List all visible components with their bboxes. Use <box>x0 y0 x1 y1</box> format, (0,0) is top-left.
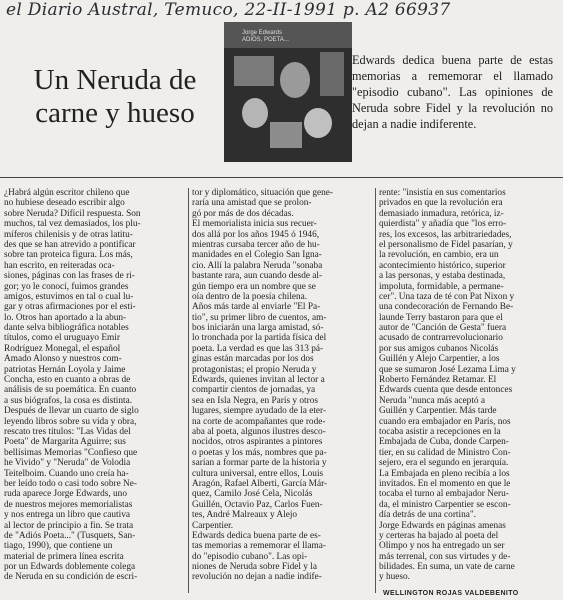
column-line: Guillén, Octavio Paz, Carlos Fuen- <box>192 499 323 510</box>
column-line: bilidades. En suma, un vate de carne <box>379 562 515 573</box>
column-line: mientras cursaba tercer año de hu- <box>192 239 320 250</box>
column-line: por sus amigos cubanos Nicolás <box>379 343 499 354</box>
column-line: protagonistas; el propio Neruda y <box>192 364 317 375</box>
column-line: Rodríguez Monegal, el español <box>4 343 121 354</box>
column-line: tio", su primer libro de cuentos, am- <box>192 312 327 323</box>
column-line: gar y otras afirmaciones por el esti- <box>4 302 136 313</box>
column-line: oía dentro de la poesía chilena. <box>192 291 308 302</box>
column-line: tier, en su calidad de Ministro Con- <box>379 447 511 458</box>
column-line: Roberto Fernández Retamar. El <box>379 375 497 386</box>
article-column-1 <box>4 188 184 583</box>
column-line: Concha, esto en cuanto a obras de <box>4 375 131 386</box>
column-line: sobre Neruda? Difícil respuesta. Son <box>4 208 141 219</box>
column-line: he Vivido" y "Neruda" de Volodia <box>4 458 131 469</box>
column-line: más terrenal, con sus virtudes y de- <box>379 551 511 562</box>
column-line: launde Terry bastaron para que el <box>379 312 503 323</box>
headline-line: carne y hueso <box>35 97 195 129</box>
column-line: sea en Isla Negra, en París y otros <box>192 395 318 406</box>
column-line: sejero, era el segundo en jerarquía. <box>379 458 509 469</box>
column-line: bellísimas Memorias "Confieso que <box>4 447 138 458</box>
column-line: poeta. La verdad es que las 313 pá- <box>192 343 324 354</box>
column-line: aba al poeta, algunos ilustres desco- <box>192 426 326 437</box>
cover-portrait <box>304 108 332 138</box>
column-line: la revolución, en cambio, era un <box>379 250 499 261</box>
column-line: Carpentier. <box>192 520 234 531</box>
column-line: La Embajada en pleno recibía a los <box>379 468 510 479</box>
column-line: de nuestros mejores memorialistas <box>4 499 133 510</box>
cover-shape <box>270 122 302 148</box>
column-line: do "episodio cubano". Las opi- <box>192 551 308 562</box>
cover-portrait <box>280 62 310 98</box>
author-byline: WELLINGTON ROJAS VALDEBENITO <box>383 590 519 597</box>
column-line: bos iniciarán una larga amistad, só- <box>192 323 324 334</box>
column-line: día detrás de una cortina". <box>379 510 476 521</box>
column-divider <box>375 188 376 593</box>
column-line: impoluta, formidable, a permane- <box>379 281 504 292</box>
column-line: na corte de acompañantes que rode- <box>192 416 326 427</box>
column-line: patriotas Hernán Loyola y Jaime <box>4 364 126 375</box>
column-line: amigos, estuvimos en tal o cual lu- <box>4 291 134 302</box>
column-line: lo. Otros han aportado a la abun- <box>4 312 127 323</box>
column-line: Amado Alonso y nuestros com- <box>4 354 122 365</box>
column-line: gó por más de dos décadas. <box>192 208 294 219</box>
column-line: tocaba asistir a recepciones en la <box>379 426 501 437</box>
column-line: nocidos, otros aspirantes a pintores <box>192 437 323 448</box>
column-line: leyendo libros sobre su vida y obra, <box>4 416 137 427</box>
column-line: míferos chilenisis y de otras latitu- <box>4 229 133 240</box>
column-divider <box>188 188 189 593</box>
column-line: rescato tres títulos: "Las Vidas del <box>4 426 131 437</box>
column-line: Después de llevar un cuarto de siglo <box>4 406 139 417</box>
column-line: Teitelboim. Cuando uno creía ha- <box>4 468 129 479</box>
column-line: niones de Neruda sobre Fidel y la <box>192 562 317 573</box>
cover-shape <box>234 56 274 86</box>
cover-portrait <box>242 98 268 128</box>
book-cover-photo <box>224 22 352 162</box>
column-line: Guillén y Carpentier. Más tarde <box>379 406 497 417</box>
column-line: gor; yo le conocí, fuimos grandes <box>4 281 129 292</box>
column-line: Edwards cuenta que desde entonces <box>379 385 513 396</box>
column-line: tocaba el turno al embajador Neru- <box>379 489 509 500</box>
column-line: y nos entrega un libro que cautiva <box>4 510 130 521</box>
column-line: cultura universal, entre ellos, Louis <box>192 468 324 479</box>
column-line: compartir cientos de jornadas, ya <box>192 385 316 396</box>
column-line: quierdista" y añadía que "los erro- <box>379 219 507 230</box>
column-line: Edwards dedica buena parte de es- <box>192 530 321 541</box>
column-line: a las personas, y estaba destinada, <box>379 271 506 282</box>
lead-paragraph: Edwards dedica buena parte de estas memorias a rememorar el llamado "episodio cubano". Las opiniones de Neruda sobre Fidel y la revolución no dejan a nadie indiferente. <box>352 53 553 131</box>
column-line: Años más tarde al enviarle "El Pa- <box>192 302 321 313</box>
column-line: sobre tan proteica figura. Los más, <box>4 250 133 261</box>
column-line: material de primera línea escrita <box>4 551 124 562</box>
column-line: cer". Una taza de té con Pat Nixon y <box>379 291 515 302</box>
column-line: tiago, 1990), que contiene un <box>4 541 113 552</box>
book-cover-book-title: ADIÓS, POETA... <box>242 37 289 43</box>
column-line: y hueso. <box>379 572 410 583</box>
column-line: han escrito, en reiteradas oca- <box>4 260 115 271</box>
column-line: que se sumaron José Lezama Lima y <box>379 364 516 375</box>
column-line: privados en que la revolución era <box>379 198 503 209</box>
column-line: Aragón, Rafael Alberti, García Már- <box>192 478 328 489</box>
column-line: Jorge Edwards en páginas amenas <box>379 520 506 531</box>
column-line: lo tronchada por la partida física del <box>192 333 327 344</box>
column-line: cio. Allí la palabra Neruda "sonaba <box>192 260 323 271</box>
book-cover-title <box>242 30 289 44</box>
column-line: rente: "insistía en sus comentarios <box>379 188 506 198</box>
column-line: dos allá por los años 1945 ó 1946, <box>192 229 320 240</box>
column-line: acusado de contrarrevolucionario <box>379 333 503 344</box>
column-line: títulos, como el uruguayo Emir <box>4 333 120 344</box>
headline <box>10 64 220 130</box>
column-line: Embajada de Cuba, donde Carpen- <box>379 437 509 448</box>
headline-line: Un Neruda de <box>33 64 197 96</box>
column-line: tes, André Malreaux y Alejo <box>192 510 298 521</box>
column-line: al lector de principio a fin. Se trata <box>4 520 134 531</box>
column-line: sarían a formar parte de la historia y <box>192 458 327 469</box>
column-line: bastante rara, aun cuando desde al- <box>192 271 323 282</box>
column-line: Guillén y Alejo Carpentier, a los <box>379 354 500 365</box>
column-line: siones, páginas con las frases de ri- <box>4 271 135 282</box>
column-line: acontecimiento histórico, superior <box>379 260 506 271</box>
column-line: análisis de su poemática. En cuanto <box>4 385 137 396</box>
column-line: no hubiese deseado escribir algo <box>4 198 125 209</box>
column-line: o poetas y los más, nombres que pa- <box>192 447 327 458</box>
column-line: demasiado inmadura, retórica, iz- <box>379 208 504 219</box>
column-line: quez, Camilo José Cela, Nicolás <box>192 489 313 500</box>
column-line: autor de "Canción de Gesta" fuera <box>379 323 507 334</box>
column-line: tas memorias a rememorar el llama- <box>192 541 326 552</box>
article-column-2 <box>192 188 372 583</box>
column-line: de Neruda en su condición de escri- <box>4 572 138 583</box>
column-line: Olimpo y nos ha entregado un ser <box>379 541 505 552</box>
cover-shape <box>320 52 344 96</box>
column-line: de "Adiós Poeta..." (Tusquets, San- <box>4 530 136 541</box>
article-column-3 <box>379 188 559 583</box>
column-line: des que se han atrevido a pontificar <box>4 239 136 250</box>
column-line: revolución no dejan a nadie indife- <box>192 572 322 583</box>
column-line: ruda aparece Jorge Edwards, uno <box>4 489 127 500</box>
column-line: y certeras ha bajado al poeta del <box>379 530 499 541</box>
column-line: invitados. En el momento en que le <box>379 478 511 489</box>
column-line: muchos, tal vez demasiados, los plu- <box>4 219 141 230</box>
column-line: Edwards, quienes invitan al lector a <box>192 375 325 386</box>
column-line: por un Edwards doblemente colega <box>4 562 136 573</box>
column-line: tor y diplomático, situación que gene- <box>192 188 333 198</box>
column-line: El memorialista inicia sus recuer- <box>192 219 317 230</box>
column-line: dante selva bibliográfica notables <box>4 323 129 334</box>
column-line: da, el ministro Carpentier se escon- <box>379 499 511 510</box>
column-line: manidades en el Colegio San Igna- <box>192 250 322 261</box>
column-line: raría una amistad que se prolon- <box>192 198 312 209</box>
section-divider <box>0 177 563 178</box>
column-line: cuando era embajador en París, nos <box>379 416 511 427</box>
book-cover-author: Jorge Edwards <box>242 30 283 36</box>
column-line: lugares, siempre ayudado de la eter- <box>192 406 327 417</box>
column-line: una condecoración de Fernando Be- <box>379 302 514 313</box>
column-line: ¿Habrá algún escritor chileno que <box>4 188 130 198</box>
column-line: gún tiempo era un nombre que se <box>192 281 316 292</box>
handwritten-archive-note: el Diario Austral, Temuco, 22-II-1991 p. A2 66937 <box>6 0 451 20</box>
column-line: a sus biógrafos, la cosa es distinta. <box>4 395 133 406</box>
column-line: ginas están marcadas por los dos <box>192 354 314 365</box>
column-line: res, los excesos, las arbitrariedades, <box>379 229 512 240</box>
column-line: Poeta" de Margarita Aguirre; sus <box>4 437 126 448</box>
column-line: Neruda "nunca más aceptó a <box>379 395 486 406</box>
column-line: el personalismo de Fidel pasarían, y <box>379 239 513 250</box>
column-line: ber leído todo o casi todo sobre Ne- <box>4 478 137 489</box>
